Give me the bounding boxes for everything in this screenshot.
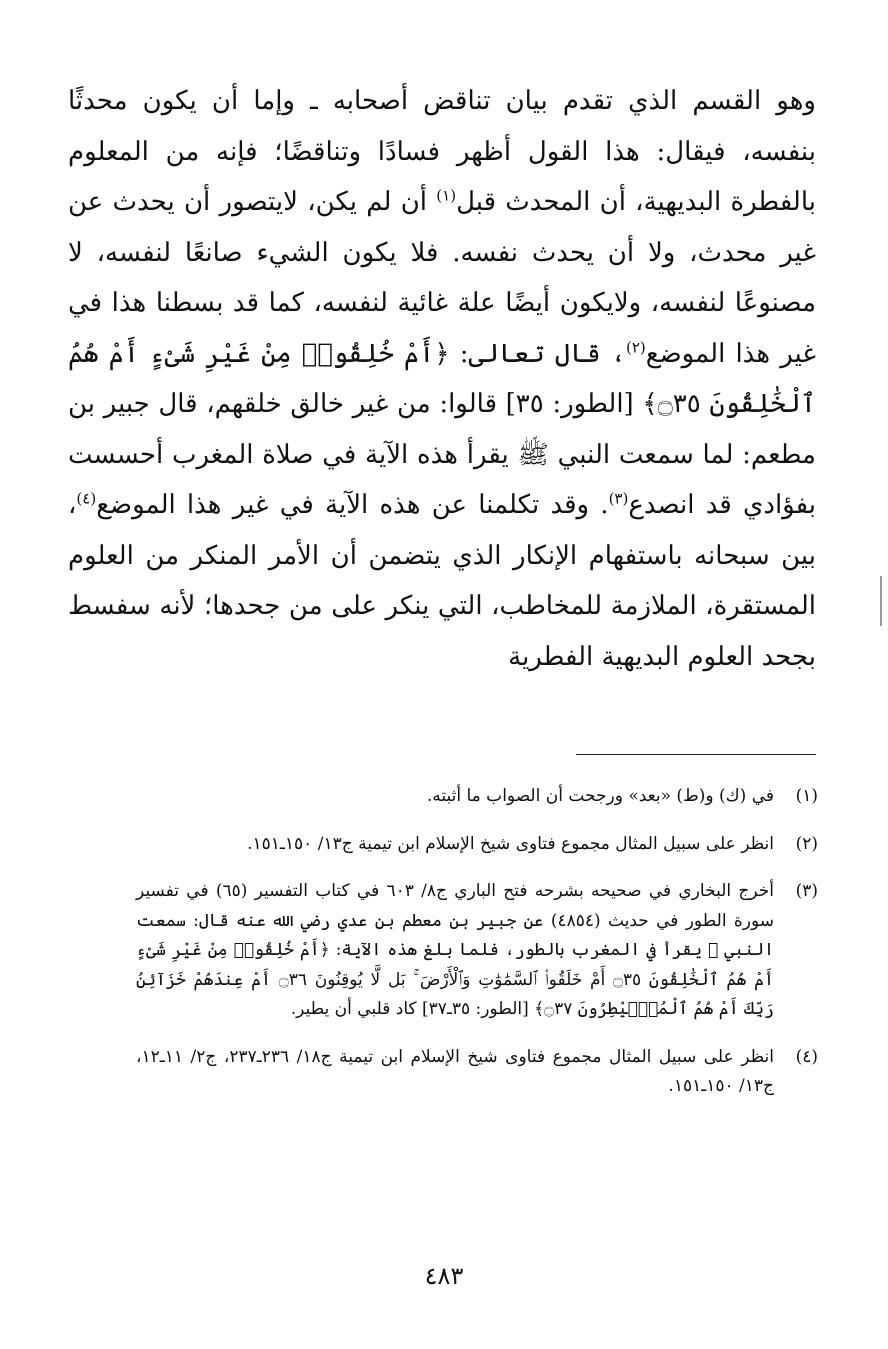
footnote-3 xyxy=(136,877,818,1025)
footnote-number: (٢) xyxy=(795,833,818,854)
footnote-number: (١) xyxy=(795,786,818,806)
footnote-separator xyxy=(576,754,816,755)
margin-mark xyxy=(880,576,882,626)
footnote-ref-3[interactable]: (٣) xyxy=(608,489,629,508)
footnote-ref-2[interactable]: (٢) xyxy=(625,337,646,356)
footnote-number: (٣) xyxy=(795,881,818,901)
main-text xyxy=(68,76,816,682)
footnote-text: انظر على سبيل المثال مجموع فتاوى شيخ الإسلام ابن تيمية ج١٣/ ١٥٠ـ١٥١. xyxy=(247,833,774,854)
footnote-ref-4[interactable]: (٤) xyxy=(76,489,97,508)
footnote-text: في (ك) و(ط) «بعد» ورجحت أن الصواب ما أثبته. xyxy=(426,786,774,806)
footnote-4 xyxy=(136,1043,818,1102)
text-segment-2: أن لم يكن، لايتصور أن يحدث عن غير محدث، ولا أن يحدث نفسه. فلا يكون الشيء صانعًا لنفسه، لا مصنوعًا لنفسه، ولايكون أيضًا علة غائية لنفسه، كما قد بسطنا هذا في غير هذا الموضع xyxy=(68,187,816,369)
footnotes-list xyxy=(136,782,818,1120)
footnote-2 xyxy=(136,830,818,860)
footnote-ref-1[interactable]: (١) xyxy=(436,186,457,205)
text-segment-4: [الطور: ٣٥] قالوا: من غير خالق خلقهم، قال جبير بن مطعم: لما سمعت النبي ﷺ يقرأ هذه الآية في صلاة المغرب أحسست بفؤادي قد انصدع xyxy=(68,389,816,520)
text-segment-1: وهو القسم الذي تقدم بيان تناقض أصحابه ـ وإما أن يكون محدثًا بنفسه، فيقال: هذا القول أظهر فسادًا وتناقضًا؛ فإنه من المعلوم بالفطرة البديهية، أن المحدث قبل xyxy=(68,86,816,217)
text-segment-6: ، بين سبحانه باستفهام الإنكار الذي يتضمن أن الأمر المنكر من العلوم المستقرة، الملازمة للمخاطب، التي ينكر على من جحدها؛ لأنه سفسط بجحد العلوم البديهية الفطرية xyxy=(68,490,817,672)
text-segment-5: . وقد تكلمنا عن هذه الآية في غير هذا الموضع xyxy=(96,490,609,520)
footnote-1 xyxy=(136,782,818,812)
footnote-text: انظر على سبيل المثال مجموع فتاوى شيخ الإسلام ابن تيمية ج١٨/ ٢٣٦ـ٢٣٧، ج٢/ ١١ـ١٢، ج١٣/ ١٥٠ـ١٥١. xyxy=(136,1046,774,1096)
quran-verse: ﴿أَمْ خُلِقُوا۟ مِنْ غَيْرِ شَىْءٍ أَمْ هُمُ ٱلْخَٰلِقُونَ ۝٣٥﴾ xyxy=(68,338,816,419)
footnote-text: أخرج البخاري في صحيحه بشرحه فتح الباري ج٨/ ٦٠٣ في كتاب التفسير (٦٥) في تفسير سورة الطور في حديث (٤٨٥٤) عن جبير بن معطم بن عدي رضي الله عنه قال: سمعت النبي ﷺ يقرأ في المغرب بالطور، فلما بلغ هذه الآية: ﴿أَمْ خُلِقُوا۟ مِنْ غَيْرِ شَىْءٍ أَمْ هُمُ ٱلْخَٰلِقُونَ ۝٣٥ أَمْ خَلَقُوا۟ ٱلسَّمَٰوَٰتِ وَٱلْأَرْضَ ۚ بَل لَّا يُوقِنُونَ ۝٣٦ أَمْ عِندَهُمْ خَزَآئِنُ رَبِّكَ أَمْ هُمُ ٱلْمُصَۜيْطِرُونَ ۝٣٧﴾ [الطور: ٣٥ـ٣٧] كاد قلبي أن يطير. xyxy=(136,881,774,1019)
text-segment-3: ، قال تعالى: xyxy=(449,338,626,369)
page-number: ٤٨٣ xyxy=(424,1262,464,1290)
footnote-number: (٤) xyxy=(795,1046,818,1067)
